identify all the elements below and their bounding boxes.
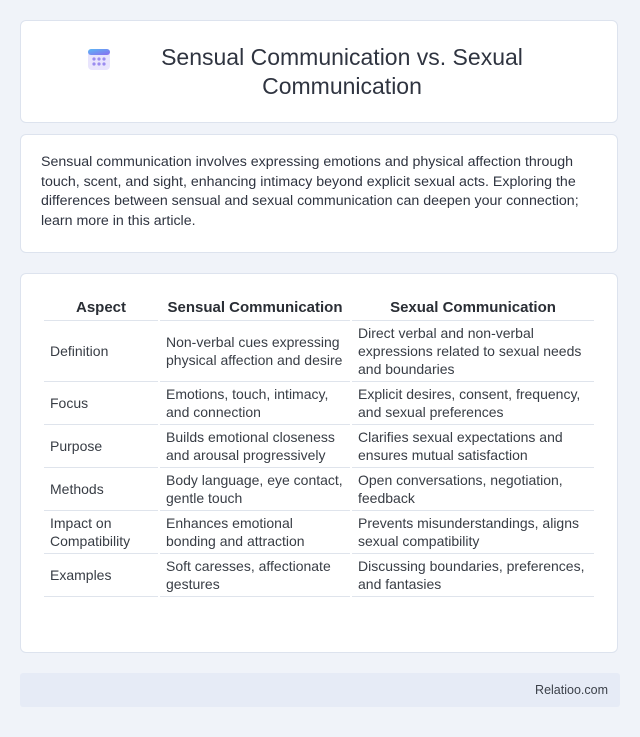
footer-site-link[interactable]: Relatioo.com <box>535 683 608 697</box>
intro-text: Sensual communication involves expressing emotions and physical affection through touch, scent, and sight, enhancing intimacy beyond explicit sexual acts. Exploring the differences between sensual and sexual communication can deepen your connection; learn more in this article. <box>41 154 579 229</box>
column-header-sexual: Sexual Communication <box>352 294 594 321</box>
table-cell: Purpose <box>44 425 158 468</box>
page-title: Sensual Communication vs. Sexual Communication <box>161 43 523 99</box>
table-cell: Builds emotional closeness and arousal progressively <box>160 425 350 468</box>
table-cell: Direct verbal and non-verbal expressions related to sexual needs and boundaries <box>352 321 594 382</box>
table-cell: Open conversations, negotiation, feedback <box>352 468 594 511</box>
table-cell: Impact on Compatibility <box>44 511 158 554</box>
table-row <box>44 468 594 511</box>
table-cell: Methods <box>44 468 158 511</box>
table-row <box>44 425 594 468</box>
table-row <box>44 382 594 425</box>
table-cell: Definition <box>44 321 158 382</box>
table-header-row <box>44 294 594 321</box>
intro-card <box>20 134 618 253</box>
table-cell: Enhances emotional bonding and attraction <box>160 511 350 554</box>
comparison-table <box>42 294 596 597</box>
title-card <box>20 20 618 123</box>
table-cell: Clarifies sexual expectations and ensures mutual satisfaction <box>352 425 594 468</box>
table-cell: Explicit desires, consent, frequency, and sexual preferences <box>352 382 594 425</box>
table-cell: Discussing boundaries, preferences, and fantasies <box>352 554 594 597</box>
table-cell: Emotions, touch, intimacy, and connection <box>160 382 350 425</box>
table-cell: Prevents misunderstandings, aligns sexual compatibility <box>352 511 594 554</box>
footer <box>20 673 620 707</box>
column-header-aspect: Aspect <box>44 294 158 321</box>
calendar-icon <box>86 46 112 72</box>
table-cell: Examples <box>44 554 158 597</box>
table-cell: Non-verbal cues expressing physical affection and desire <box>160 321 350 382</box>
table-row <box>44 554 594 597</box>
column-header-sensual: Sensual Communication <box>160 294 350 321</box>
table-cell: Soft caresses, affectionate gestures <box>160 554 350 597</box>
comparison-card <box>20 273 618 653</box>
table-cell: Focus <box>44 382 158 425</box>
table-cell: Body language, eye contact, gentle touch <box>160 468 350 511</box>
table-row <box>44 511 594 554</box>
table-row <box>44 321 594 382</box>
title-wrap <box>21 43 617 101</box>
